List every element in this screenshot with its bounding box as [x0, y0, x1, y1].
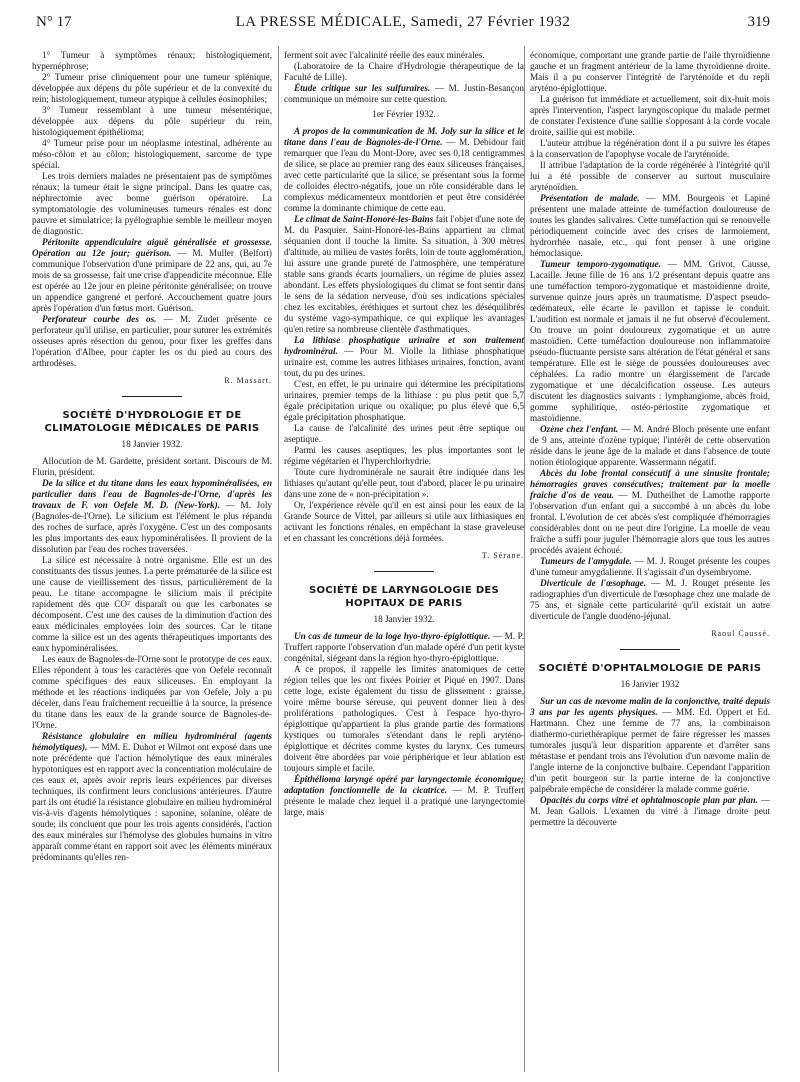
section-date: 16 Janvier 1932 — [620, 679, 680, 689]
paragraph: C'est, en effet, le pu urinaire qui détermine les précipitations urinaires, premier temps de la lithiase : pu plus petit que 5,7 égale précipitation urique ou oxalique; pu plus élevé que 6,5 égale précipitation phosphatique. — [284, 379, 524, 422]
article-text: — MM. Grivot, Causse, Lacaille. Jeune fille de 16 ans 1/2 présentant depuis quatre ans une tuméfaction temporo-zygomatique et mastoïdienne droite, survenue quinze jours après un traumatisme. D'aspect pseudo-œdémateux, elle écarte le pavillon et tapisse le conduit. L'audition est normale et jamais il ne fut observé d'écoulement. On trouve un point douloureux zygomatique et un autre mastoïdien. Cette tuméfaction douloureuse non inflammatoire pseudo-fluctuante persiste sans altération de l'état général et sans température. Elle est le siège de poussées douloureuses avec céphalées. La radio montre un élargissement de l'arcade zygomatique et une décalcification osseuse. Les auteurs discutent les diagnostics suivants : lymphangiome, abcès froid, gomme syphilitique, ostéo-périostite zygomatique et mastoïdienne. — [530, 259, 770, 423]
article — [284, 631, 524, 664]
article-text: — M. P. Truffert présente le malade chez lequel il a pratiqué une laryngectomie large, mais — [284, 785, 524, 817]
article — [530, 193, 770, 259]
column-2 — [284, 50, 524, 1070]
article — [284, 214, 524, 335]
article — [284, 335, 524, 379]
article-text: — M. Jean Gallois. L'examen du vitré à l'image droite peut permettre la découverte — [530, 795, 770, 827]
paragraph: 2° Tumeur prise cliniquement pour une tumeur splénique, développée aux dépens du pôle supérieur et de la convexité du rein; histologiquement, tumeur atypique à cellules éosinophiles; — [32, 72, 272, 104]
paragraph: La cause de l'alcalinité des urines peut être septique ou aseptique. — [284, 423, 524, 444]
section-rule — [374, 571, 434, 572]
paragraph: Allocution de M. Gardette, président sortant. Discours de M. Flurin, président. — [32, 456, 272, 477]
paragraph: (Laboratoire de la Chaire d'Hydrologie thérapeutique de la Faculté de Lille). — [284, 61, 524, 82]
article-title: Tumeur temporo-zygomatique. — [540, 259, 661, 269]
paragraph: Les trois derniers malades ne présentaient pas de symptômes rénaux; la tumeur était le signe principal. Dans les quatre cas, néphrectomie avec bonne guérison opératoire. La symptomatologie des volumineuses tumeurs rénales est donc pauvre et simulatrice; la pyélographie semble le meilleur moyen de diagnostic. — [32, 171, 272, 236]
article-title: Opacités du corps vitré et ophtalmoscopie plan par plan. — [540, 795, 758, 805]
column-1 — [32, 50, 272, 1070]
article-title: Présentation de malade. — [540, 193, 640, 203]
paragraph: 3° Tumeur ressemblant à une tumeur mésentérique, développée aux dépens du pôle supérieur du rein, histologiquement épithélioma; — [32, 105, 272, 137]
column-divider — [278, 46, 279, 1072]
section-rule — [122, 396, 182, 397]
article — [32, 731, 272, 863]
article — [284, 126, 524, 214]
article-title: Perforateur courbe des os. — [42, 314, 157, 324]
article — [284, 774, 524, 818]
article-title: Résistance globulaire en milieu hydrominéral (agents hémolytiques). — [32, 731, 272, 752]
article-text: — M. Zudet présente ce perforateur qu'il utilise, en particulier, pour suturer les extrémités osseuses après résection du genou, pour fixer les greffes dans l'opération d'Albee, pour capter les os du pied au cours des arthrodèses. — [32, 314, 272, 368]
article-text: — M. Muller (Belfort) communique l'observation d'une primipare de 22 ans, qui, au 7e mois de sa grossesse, fait une crise d'appendicite méconnue. Elle est opérée au 12e jour en pleine péritonite généralisée; on trouve un appendice gangrené et perforé. Accouchement quatre jours après l'opération d'un fœtus mort. Guérison. — [32, 248, 272, 313]
article-title: Épithélioma laryngé opéré par laryngectomie économique; adaptation fonctionnelle de la cicatrice. — [284, 774, 524, 795]
article-text: — M. Justin-Besançon communique un mémoire sur cette question. — [284, 83, 524, 104]
signature: Raoul Caussé. — [711, 629, 770, 638]
paragraph: A ce propos, il rappelle les limites anatomiques de cette région telles que les ont fixées Poirier et Piqué en 1907. Dans cette loge, existe également du tissu de glissement : graisse, voire même bourse séreuse, qui peuvent donner lieu à des proliférations pathologiques. C'est à l'espace hyo-thyro-épiglottique qu'appartient la plus grande partie des formations kystiques ou tumorales s'étendant dans le repli aryténo-épiglottique et décrites comme kystes du larynx. Ces tumeurs doivent être abordées par voie périphérique et leur ablation est toujours simple et facile. — [284, 664, 524, 773]
signature: R. Massart. — [224, 376, 272, 385]
article-text: — M. J. Rouget présente les coupes d'une tumeur amygdalienne. Il s'agissait d'un dysembryome. — [530, 556, 770, 577]
article-title: Le climat de Saint-Honoré-les-Bains — [294, 214, 434, 224]
signature: T. Sérane. — [481, 551, 524, 560]
article — [530, 259, 770, 424]
article-title: Abcès du lobe frontal consécutif à une sinusite frontale; hémorragies graves consécutives; traitement par la moelle fraîche d'os de veau. — [530, 468, 770, 500]
article — [530, 578, 770, 622]
article-text: — M. Debidour fait remarquer que l'eau du Mont-Dore, avec ses 0,18 centigrammes de silice, se place au premier rang des eaux siliceuses françaises, avec cette particularité que la silice, se présentant sous la forme de colloïdes électro-négatifs, joue un rôle considérable dans le complexus médicamenteux montdorien et peut être considérée comme la dominante chimique de cette eau. — [284, 137, 524, 213]
article-title: Un cas de tumeur de la loge hyo-thyro-épiglottique. — [294, 631, 491, 641]
paragraph: économique, comportant une grande partie de l'aile thyroïdienne gauche et un fragment antérieur de la lame thyroïdienne droite. Mais il a pu conserver l'intégrité de l'aryténoïde et du repli aryténo-épiglottique. — [530, 50, 770, 93]
article-title: Tumeurs de l'amygdale. — [540, 556, 632, 566]
article — [530, 424, 770, 468]
section-date: 1er Février 1932. — [372, 109, 436, 119]
article-title: Diverticule de l'œsophage. — [540, 578, 647, 588]
article — [32, 237, 272, 314]
article — [530, 696, 770, 795]
column-3 — [530, 50, 770, 1070]
article-text: fait l'objet d'une note de M. du Pasquier. Saint-Honoré-les-Bains appartient au climat séquanien dont il touche la limite. Sa situation, à 300 mètres d'altitude, au milieu de vastes forêts, loin de toute agglomération, lui assure une grande pureté de l'atmosphère, une température stable sans grands écarts journaliers, un régime de pluies assez abondant. Les effets physiologiques du climat se font sentir dans le sens de la sédation nerveuse, d'où ses indications spéciales chez les excitables, éréthiques et surtout chez les déséquilibrés du système vago-sympathique, ce qui explique les avantages qu'en retire sa nombreuse clientèle d'asthmatiques. — [284, 214, 524, 334]
section-date: 18 Janvier 1932. — [373, 614, 435, 624]
article-title: Étude critique sur les sulfuraires. — [294, 83, 431, 93]
article-text: — M. Dutheilhet de Lamothe rapporte l'observation d'un enfant qui a succombé à un abcès du lobe frontal. L'évolution de cet abcès s'est compliquée d'hémorragies considérables dont on ne peut dire l'origine. La moelle de veau fraîche a suffi pour juguler l'hémorragie alors que tous les autres procédés avaient échoué. — [530, 490, 770, 555]
article-text: — M. Joly (Bagnoles-de-l'Orne). Le silicium est l'élément le plus répandu des roches de surface, après l'oxygène. C'est un des composants les plus importants des eaux hypominéralisées. Il provient de la dissolution par l'eau des roches traversées. — [32, 500, 272, 554]
journal-title: LA PRESSE MÉDICALE, Samedi, 27 Février 1932 — [235, 14, 571, 30]
paragraph: 4° Tumeur prise pour un néoplasme intestinal, adhérente au méso-côlon et au côlon; histologiquement, sarcome de type spécial. — [32, 138, 272, 170]
page-number: 319 — [747, 14, 770, 30]
article-title: Péritonite appendiculaire aiguë généralisée et grossesse. Opération au 12e jour; guérison. — [32, 237, 272, 258]
paragraph: L'auteur attribue la régénération dont il a pu suivre les étapes à la conservation de l'apophyse vocale de l'aryténoïde. — [530, 138, 770, 159]
article — [32, 314, 272, 369]
article-text: — M. P. Truffert rapporte l'observation d'un malade opéré d'un petit kyste congénital, siégeant dans la région hyo-thyro-épiglottique. — [284, 631, 524, 663]
paragraph: Parmi les causes aseptiques, les plus importantes sont le régime végétarien et l'hyperchlorhydrie. — [284, 445, 524, 466]
page-header — [36, 14, 770, 36]
article-title: A propos de la communication de M. Joly sur la silice et le titane dans l'eau de Bagnoles-de-l'Orne. — [284, 126, 524, 147]
article-text: — Pour M. Violle la lithiase phosphatique urinaire est, comme les autres lithiases urinaires, fonction, avant tout, du pu des urines. — [284, 346, 524, 378]
article-text: — MM. Bourgeois et Lapiné présentent une malade atteinte de tuméfaction douloureuse de toutes les glandes salivaires. Cette tuméfaction qui se renouvelle périodiquement coïncide avec des crises de larmoiement, hydrorrhée nasale, etc., qui font penser à une origine hémoclasique. — [530, 193, 770, 258]
article-text: — MM. Ed. Oppert et Ed. Hartmann. Chez une femme de 77 ans, la combinaison diathermo-curiethérapique permet de faire régresser les masses tumorales jusqu'à leur disparition apparente et d'arrêter sans métastase et pendant trois ans l'évolution d'un nævome malin de l'angle interne de la conjonctive bulbaire. Cependant l'apparition d'un petit bourgeon sur la partie interne de la conjonctive palpébrale empêche de considérer la malade comme guérie. — [530, 707, 770, 794]
article — [530, 556, 770, 578]
paragraph: 1° Tumeur à symptômes rénaux; histologiquement, hypernéphrose; — [32, 50, 272, 71]
section-heading: SOCIÉTÉ D'HYDROLOGIE ET DE CLIMATOLOGIE MÉDICALES DE PARIS — [44, 410, 260, 434]
paragraph: ferment soit avec l'alcalinité réelle des eaux minérales. — [284, 50, 485, 60]
article — [530, 795, 770, 828]
issue-number: N° 17 — [36, 14, 72, 30]
paragraph: La silice est nécessaire à notre organisme. Elle est un des constituants des tissus jeunes. La perte prématurée de la silice est une cause de vieillissement des tissus, particulièrement de la peau. Le titane accompagne le silicium mais il précipite rapidement dès que CO² disparaît ou que les carbonates se décomposent. C'est une des causes de la diminution d'action des eaux médicinales employées loin des sources. Car le titane comme la silice est un des agents thérapeutiques importants des eaux hypominéralisées. — [32, 555, 272, 653]
article-title: Sur un cas de nævome malin de la conjonctive, traité depuis 3 ans par les agents physiques. — [530, 696, 770, 717]
paragraph: Toute cure hydrominérale ne saurait être indiquée dans les lithiases qu'autant qu'elle peut, tout d'abord, placer le pu urinaire dans une zone de « non-précipitation ». — [284, 467, 524, 499]
paragraph: Les eaux de Bagnoles-de-l'Orne sont le prototype de ces eaux. Elles répondent à tous les caractères que von Oefele reconnaît comme spécifiques des eaux siliceuses. En employant la méthode et les réactions indiquées par von Oefele, Joly a pu déceler, dans l'eau fraîchement recueillie à la source, la présence du titane dans les eaux de la grande source de Bagnoles-de-l'Orne. — [32, 654, 272, 730]
paragraph: Il attribue l'adaptation de la corde régénérée à l'intégrité qu'il lui a été possible de conserver au surtout musculaire aryténoïdien. — [530, 160, 770, 192]
article — [530, 468, 770, 556]
article-text: — M. J. Rouget présente les radiographies d'un diverticule de l'œsophage chez une malade de 75 ans, et signale cette particularité qu'il existait un autre diverticule de l'angle duodéno-jéjunal. — [530, 578, 770, 621]
article-title: Ozène chez l'enfant. — [540, 424, 619, 434]
article-text: — MM. E. Duhot et Wilmot ont exposé dans une note précédente que l'action hémolytique des eaux minérales hypotoniques est en rapport avec la concentration moléculaire de ces eaux et, après avoir repris leurs expériences par diverses techniques, ils confirment leurs conclusions antérieures. D'autre part ils ont étudié la résistance globulaire en milieu hydrominéral vis-à-vis d'agents hémolytiques : saponine, solanine, oléate de soude; ils concluent que pour les trois agents considérés, l'action des eaux minérales sur l'hémolyse des globules humains in vitro apparaît comme étant en rapport soit avec les éléments minéraux prédominants qu'elles ren- — [32, 742, 272, 862]
article-text: — M. André Bloch présente une enfant de 9 ans, atteinte d'ozène typique; l'intérêt de cette observation réside dans le jeune âge de la malade et dans l'absence de toute notion étiologique apparente. Wassermann négatif. — [530, 424, 770, 467]
section-date: 18 Janvier 1932. — [121, 439, 183, 449]
paragraph: Or, l'expérience révèle qu'il en est ainsi pour les eaux de la Grande Source de Vittel, par ailleurs si utile aux lithiasiques en activant les fonctions rénales, en empêchant la stase graveleuse et en chassant les concrétions déjà formées. — [284, 500, 524, 543]
section-heading: SOCIÉTÉ D'OPHTALMOLOGIE DE PARIS — [538, 663, 762, 674]
article-title: La lithiase phosphatique urinaire et son traitement hydrominéral. — [284, 335, 524, 356]
article — [284, 83, 524, 105]
section-heading: SOCIÉTÉ DE LARYNGOLOGIE DES HOPITAUX DE PARIS — [308, 585, 500, 609]
section-rule — [620, 649, 680, 650]
paragraph: La guérison fut immédiate et actuellement, soit dix-huit mois après l'intervention, l'aspect laryngoscopique du malade permet de constater l'existence d'une saillie s'opposant à la corde vocale droite, saillie qui est mobile. — [530, 94, 770, 137]
article — [32, 478, 272, 555]
column-divider — [524, 46, 525, 1072]
article-title: De la silice et du titane dans les eaux hypominéralisées, en particulier dans l'eau de Bagnoles-de-l'Orne, d'après les travaux de F. von Oefele M. D. (New-York). — [32, 478, 272, 510]
